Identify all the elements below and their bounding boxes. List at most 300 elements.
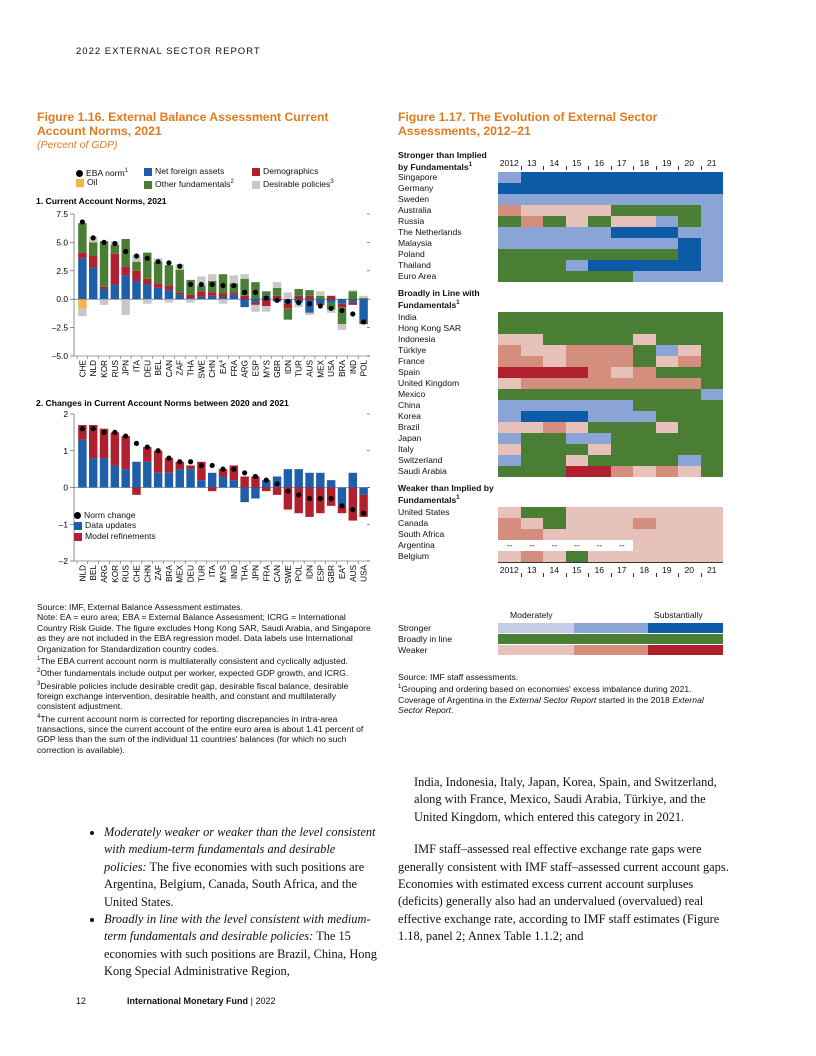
bar-nfa-swe	[284, 469, 292, 487]
cell-mexico-13	[521, 389, 544, 400]
cell-saudi-arabia-14	[543, 466, 566, 477]
x-label-aus: AUS	[348, 565, 358, 582]
swatch-demo	[252, 168, 260, 176]
cell-australia-20	[678, 205, 701, 216]
x-label-ita: ITA	[132, 360, 142, 373]
cell-china-19	[656, 400, 679, 411]
cell-united-kingdom-20	[678, 378, 701, 389]
cell-spain-13	[521, 367, 544, 378]
cell-hong-kong-sar-13	[521, 323, 544, 334]
bar-nfa-mys	[219, 476, 227, 487]
bar-nfa-ita	[132, 281, 140, 299]
bar-nfa-swe	[197, 297, 205, 299]
cell-south-africa-21	[701, 529, 724, 540]
row-label-united-states: United States	[398, 507, 450, 517]
cell-united-states-18	[633, 507, 656, 518]
y-tick-label: 7.5	[56, 209, 68, 219]
cell-germany-21	[701, 183, 724, 194]
bar-demo-aus	[349, 488, 357, 521]
x-label-ita: ITA	[208, 565, 218, 578]
cell-south-africa-20	[678, 529, 701, 540]
group-label-sup: 1	[456, 300, 460, 306]
dot-swe	[199, 282, 204, 287]
x-label-mex: MEX	[175, 565, 185, 583]
row-label-the-netherlands: The Netherlands	[398, 227, 462, 237]
cell-united-kingdom-18	[633, 378, 656, 389]
cell-singapore-20	[678, 172, 701, 183]
cell-china-15	[566, 400, 589, 411]
bullet-list	[88, 824, 378, 981]
row-label-brazil: Brazil	[398, 422, 420, 432]
cell-the-netherlands-21	[701, 227, 724, 238]
page-number: 12	[76, 996, 87, 1006]
x-label-fra: FRA	[262, 565, 272, 582]
cell-india-19	[656, 312, 679, 323]
dot-aus	[307, 301, 312, 306]
cell-mexico-21	[701, 389, 724, 400]
cell-belgium-2012	[498, 551, 521, 562]
dot-can	[166, 260, 171, 265]
cell-argentina-17: --	[611, 540, 634, 551]
fn-ital: External Sector Report	[398, 694, 704, 716]
footnote-3-text: Desirable policies include desirable credit gap, desirable fiscal balance, desirable foreign exchange intervention, desirable health, and constant and multilaterally consistent adjustment.	[37, 680, 349, 712]
cell-hong-kong-sar-21	[701, 323, 724, 334]
cell-korea-15	[566, 411, 589, 422]
legend-other-label: Other fundamentals	[155, 178, 231, 189]
cell-sweden-21	[701, 194, 724, 205]
cell-hong-kong-sar-18	[633, 323, 656, 334]
cell-germany-13	[521, 183, 544, 194]
cell-australia-17	[611, 205, 634, 216]
sup: 2	[230, 179, 234, 185]
cell-united-kingdom-2012	[498, 378, 521, 389]
x-label-bra: BRA	[164, 565, 174, 582]
cell-china-20	[678, 400, 701, 411]
year-bottom-tick	[611, 573, 612, 577]
bullet-text: The five economies with such positions are Argentina, Belgium, Canada, South Africa, and the United States.	[104, 859, 365, 909]
cell-italy-17	[611, 444, 634, 455]
cell-euro-area-16	[588, 271, 611, 282]
cell-euro-area-21	[701, 271, 724, 282]
legend-model-ref	[74, 531, 156, 541]
cell-malaysia-14	[543, 238, 566, 249]
footnote-2: $^2$Other fundamentals include output per worker, expected GDP growth, and ICRG.	[37, 668, 349, 679]
bar-other-ind	[349, 291, 357, 299]
cell-korea-21	[701, 411, 724, 422]
x-label-aus: AUS	[305, 360, 315, 377]
cell-japan-21	[701, 433, 724, 444]
row-label-mexico: Mexico	[398, 389, 426, 399]
dot-bel	[91, 426, 96, 431]
dot-bra	[166, 456, 171, 461]
year-top-16: 16	[594, 158, 605, 168]
row-label-euro-area: Euro Area	[398, 271, 437, 281]
bar-nfa-nld	[78, 440, 86, 488]
cell-indonesia-20	[678, 334, 701, 345]
bar-other-tur	[294, 289, 302, 296]
dot-pol	[361, 319, 366, 324]
cell-poland-14	[543, 249, 566, 260]
cell-malaysia-20	[678, 238, 701, 249]
cell-switzerland-19	[656, 455, 679, 466]
row-label-korea: Korea	[398, 411, 421, 421]
cell-italy-18	[633, 444, 656, 455]
row-label-italy: Italy	[398, 444, 414, 454]
cell-india-14	[543, 312, 566, 323]
x-label-chn: CHN	[208, 360, 218, 378]
dot-chn	[210, 282, 215, 287]
cell-euro-area-15	[566, 271, 589, 282]
cell-the-netherlands-19	[656, 227, 679, 238]
bar-demo-zaf	[176, 292, 184, 294]
bar-other-kor	[100, 241, 108, 286]
cell-brazil-19	[656, 422, 679, 433]
dot-deu	[188, 459, 193, 464]
bar-nfa-bra	[338, 299, 346, 304]
cell-china-21	[701, 400, 724, 411]
cell-spain-14	[543, 367, 566, 378]
dot-zaf	[156, 448, 161, 453]
bar-demo-kor	[100, 287, 108, 289]
cell-sweden-17	[611, 194, 634, 205]
cell-korea-16	[588, 411, 611, 422]
x-label-mys: MYS	[262, 360, 272, 378]
x-label-bel: BEL	[154, 360, 164, 376]
year-bottom-tick	[521, 573, 522, 577]
body-left-column	[88, 824, 378, 981]
year-top-2012: 2012	[499, 158, 519, 168]
cell-china-14	[543, 400, 566, 411]
bar-nfa-arg	[240, 299, 248, 307]
cell-united-kingdom-13	[521, 378, 544, 389]
cell-t-rkiye-18	[633, 345, 656, 356]
cell-australia-14	[543, 205, 566, 216]
cell-the-netherlands-17	[611, 227, 634, 238]
key-broadly: Broadly in line	[398, 634, 452, 644]
year-bottom-tick	[678, 573, 679, 577]
cell-thailand-15	[566, 260, 589, 271]
x-label-che: CHE	[132, 565, 142, 583]
footer-org: International Monetary Fund	[127, 996, 249, 1006]
dot-aus	[350, 507, 355, 512]
cell-hong-kong-sar-20	[678, 323, 701, 334]
year-bottom-tick	[701, 573, 702, 577]
bar-desirable-idn	[284, 292, 292, 299]
bar-other-mys	[262, 291, 270, 296]
cell-france-15	[566, 356, 589, 367]
x-label-jpn: JPN	[251, 565, 261, 581]
row-label-thailand: Thailand	[398, 260, 431, 270]
swatch-data-updates	[74, 522, 82, 530]
cell-hong-kong-sar-17	[611, 323, 634, 334]
row-label-canada: Canada	[398, 518, 429, 528]
bar-demo-ita	[208, 488, 216, 492]
bar-demo-deu	[186, 465, 194, 469]
cell-canada-18	[633, 518, 656, 529]
cell-france-2012	[498, 356, 521, 367]
bar-demo-bel	[154, 283, 162, 288]
cell-singapore-15	[566, 172, 589, 183]
bar-desirable-aus	[305, 313, 313, 315]
cell-india-17	[611, 312, 634, 323]
cell-belgium-20	[678, 551, 701, 562]
x-label-ind: IND	[229, 565, 239, 580]
row-label-belgium: Belgium	[398, 551, 430, 561]
x-label-tur: TUR	[197, 565, 207, 582]
dot-pol	[296, 492, 301, 497]
x-label-zaf: ZAF	[175, 360, 185, 376]
cell-japan-2012	[498, 433, 521, 444]
year-bottom-16: 16	[594, 565, 605, 575]
row-label-south-africa: South Africa	[398, 529, 445, 539]
cell-switzerland-17	[611, 455, 634, 466]
legend-norm-change-label: Norm change	[84, 510, 136, 520]
dot-bra	[339, 308, 344, 313]
cell-euro-area-2012	[498, 271, 521, 282]
cell-united-kingdom-19	[656, 378, 679, 389]
year-bottom-tick	[633, 573, 634, 577]
cell-russia-21	[701, 216, 724, 227]
footer-divider: |	[250, 996, 253, 1006]
bar-nfa-mex	[316, 299, 324, 304]
cell-japan-17	[611, 433, 634, 444]
cell-brazil-17	[611, 422, 634, 433]
cell-the-netherlands-16	[588, 227, 611, 238]
cell-spain-2012	[498, 367, 521, 378]
cell-t-rkiye-20	[678, 345, 701, 356]
bar-nfa-zaf	[154, 473, 162, 488]
cell-thailand-2012	[498, 260, 521, 271]
cell-italy-21	[701, 444, 724, 455]
bullet-heading: Moderately weaker or weaker than the level consistent with medium-term fundamentals and desirable policies:	[104, 825, 376, 874]
bar-nfa-usa	[359, 488, 367, 495]
bar-other-ita	[132, 262, 140, 271]
cell-mexico-16	[588, 389, 611, 400]
cell-saudi-arabia-21	[701, 466, 724, 477]
bar-demo-ind	[349, 303, 357, 305]
cell-korea-19	[656, 411, 679, 422]
cell-france-16	[588, 356, 611, 367]
dot-tha	[188, 282, 193, 287]
legend-nfa	[144, 166, 224, 176]
cell-saudi-arabia-17	[611, 466, 634, 477]
cell-united-states-15	[566, 507, 589, 518]
legend-other	[144, 177, 234, 189]
fn-part: started in the 2018	[596, 694, 673, 705]
swatch-desirable	[252, 181, 260, 189]
dot-bel	[156, 259, 161, 264]
year-bottom-17: 17	[616, 565, 627, 575]
cell-sweden-13	[521, 194, 544, 205]
cell-india-13	[521, 312, 544, 323]
cell-italy-16	[588, 444, 611, 455]
cell-spain-19	[656, 367, 679, 378]
year-bottom-21: 21	[706, 565, 717, 575]
dot-fra	[231, 283, 236, 288]
x-label-tur: TUR	[294, 360, 304, 377]
bullet-heading: Broadly in line with the level consistent with medium-term fundamentals and desirable policies:	[104, 912, 371, 944]
footer	[76, 996, 275, 1006]
dot-kor	[112, 430, 117, 435]
cell-argentina-21	[701, 540, 724, 551]
x-label-deu: DEU	[143, 360, 153, 378]
paragraph-continuation: India, Indonesia, Italy, Japan, Korea, Spain, and Switzerland, along with France, Mexico, Saudi Arabia, Türkiye, and the United Kingdom, which entered this category in 2021.	[414, 775, 717, 824]
year-bottom-19: 19	[661, 565, 672, 575]
bar-other-can	[165, 265, 173, 285]
dot-ita	[210, 463, 215, 468]
cell-malaysia-13	[521, 238, 544, 249]
cell-china-18	[633, 400, 656, 411]
paragraph-reer: IMF staff–assessed real effective exchange rate gaps were generally consistent with IMF staff–assessed current account gaps. Economies with estimated excess current account surpluses (deficits) generally also had an undervalued (overvalued) real effective exchange rate, according to IMF staff estimates (Figure 1.18, panel 2; Annex Table 1.1.2; and	[398, 842, 729, 944]
cell-thailand-20	[678, 260, 701, 271]
cell-poland-17	[611, 249, 634, 260]
bar-desirable-deu	[143, 299, 151, 304]
legend-eba-norm-label: EBA norm	[86, 167, 125, 178]
x-label-rus: RUS	[110, 360, 120, 378]
cell-china-17	[611, 400, 634, 411]
cell-indonesia-18	[633, 334, 656, 345]
bar-demo-deu	[143, 279, 151, 285]
cell-t-rkiye-15	[566, 345, 589, 356]
cell-germany-18	[633, 183, 656, 194]
cell-germany-19	[656, 183, 679, 194]
bar-demo-idn	[284, 304, 292, 309]
cell-korea-13	[521, 411, 544, 422]
cell-thailand-14	[543, 260, 566, 271]
key-substantially: Substantially	[654, 610, 703, 620]
cell-hong-kong-sar-19	[656, 323, 679, 334]
dot-mys	[264, 295, 269, 300]
cell-poland-2012	[498, 249, 521, 260]
y-tick-label: 0.0	[56, 294, 68, 305]
bar-nfa-pol	[294, 469, 302, 487]
dot-nld	[91, 235, 96, 240]
row-label-australia: Australia	[398, 205, 432, 215]
panel-2-legend	[74, 510, 156, 541]
bar-demo-nld	[89, 256, 97, 267]
bar-nfa-pol	[359, 299, 367, 322]
bar-nfa-fra	[230, 295, 238, 300]
cell-germany-16	[588, 183, 611, 194]
cell-south-africa-13	[521, 529, 544, 540]
bar-nfa-jpn	[121, 275, 129, 299]
cell-poland-15	[566, 249, 589, 260]
year-bottom-15: 15	[571, 565, 582, 575]
cell-singapore-17	[611, 172, 634, 183]
cell-united-kingdom-21	[701, 378, 724, 389]
cell-euro-area-17	[611, 271, 634, 282]
bar-nfa-esp	[251, 299, 259, 302]
bar-desirable-pol	[359, 296, 367, 298]
x-label-ea: $EA^4$	[219, 360, 228, 374]
row-label-switzerland: Switzerland	[398, 455, 443, 465]
bullet-broadly	[104, 911, 378, 981]
cell-indonesia-2012	[498, 334, 521, 345]
cell-australia-15	[566, 205, 589, 216]
cell-italy-2012	[498, 444, 521, 455]
cell-japan-15	[566, 433, 589, 444]
cell-italy-13	[521, 444, 544, 455]
bar-desirable-mex	[316, 291, 324, 296]
dot-swe	[285, 489, 290, 494]
dot-esp	[318, 496, 323, 501]
cell-south-africa-16	[588, 529, 611, 540]
cell-t-rkiye-14	[543, 345, 566, 356]
cell-switzerland-13	[521, 455, 544, 466]
cell-singapore-18	[633, 172, 656, 183]
group-label-1: Broadly in Line with Fundamentals$^1$	[398, 288, 480, 310]
cell-russia-13	[521, 216, 544, 227]
cell-mexico-14	[543, 389, 566, 400]
cell-switzerland-16	[588, 455, 611, 466]
cell-malaysia-21	[701, 238, 724, 249]
dot-mys	[220, 467, 225, 472]
cell-canada-19	[656, 518, 679, 529]
x-label-gbr: GBR	[273, 360, 283, 378]
bar-nfa-ea	[338, 488, 346, 506]
cell-canada-21	[701, 518, 724, 529]
bar-nfa-kor	[100, 289, 108, 299]
bar-desirable-kor	[100, 299, 108, 305]
cell-canada-20	[678, 518, 701, 529]
bar-demo-swe	[197, 291, 205, 297]
cell-united-kingdom-14	[543, 378, 566, 389]
x-label-sup: 4	[219, 360, 225, 364]
fn-part: Grouping and ordering based on economies' excess imbalance during 2021. Coverage of Argentina in the	[398, 684, 692, 705]
cell-germany-2012	[498, 183, 521, 194]
cell-france-13	[521, 356, 544, 367]
footer-year: 2022	[255, 996, 276, 1006]
cell-singapore-2012	[498, 172, 521, 183]
bar-nfa-zaf	[176, 295, 184, 300]
cell-united-kingdom-16	[588, 378, 611, 389]
cell-mexico-2012	[498, 389, 521, 400]
x-label-nld: NLD	[89, 360, 99, 377]
bar-demo-che	[132, 488, 140, 495]
cell-singapore-19	[656, 172, 679, 183]
cell-south-africa-18	[633, 529, 656, 540]
cell-t-rkiye-16	[588, 345, 611, 356]
x-label-idn: IDN	[283, 360, 293, 375]
cell-indonesia-15	[566, 334, 589, 345]
bar-nfa-bra	[165, 473, 173, 488]
x-label-usa: USA	[359, 565, 369, 582]
bar-desirable-arg	[240, 274, 248, 279]
bar-demo-ita	[132, 271, 140, 281]
dot-tur	[296, 300, 301, 305]
cell-switzerland-20	[678, 455, 701, 466]
key-stronger: Stronger	[398, 623, 431, 633]
bar-desirable-ind	[349, 290, 357, 291]
dot-kor	[101, 240, 106, 245]
cell-japan-20	[678, 433, 701, 444]
cell-brazil-2012	[498, 422, 521, 433]
bar-nfa-usa	[327, 299, 335, 302]
footnote-117-1: $^1$Grouping and ordering based on economies' excess imbalance during 2021. Coverage of Argentina in the External Sector Report started in the 2018 External Sector Report.	[398, 684, 704, 716]
row-label-spain: Spain	[398, 367, 420, 377]
bullet-weaker	[104, 824, 378, 911]
cell-malaysia-17	[611, 238, 634, 249]
cell-germany-17	[611, 183, 634, 194]
x-label-can: CAN	[164, 360, 174, 378]
bar-nfa-gbr	[327, 480, 335, 487]
year-bottom-tick	[566, 573, 567, 577]
key-stronger-moderate	[574, 623, 648, 633]
cell-thailand-17	[611, 260, 634, 271]
cell-italy-15	[566, 444, 589, 455]
x-label-swe: SWE	[197, 360, 207, 379]
cell-switzerland-18	[633, 455, 656, 466]
